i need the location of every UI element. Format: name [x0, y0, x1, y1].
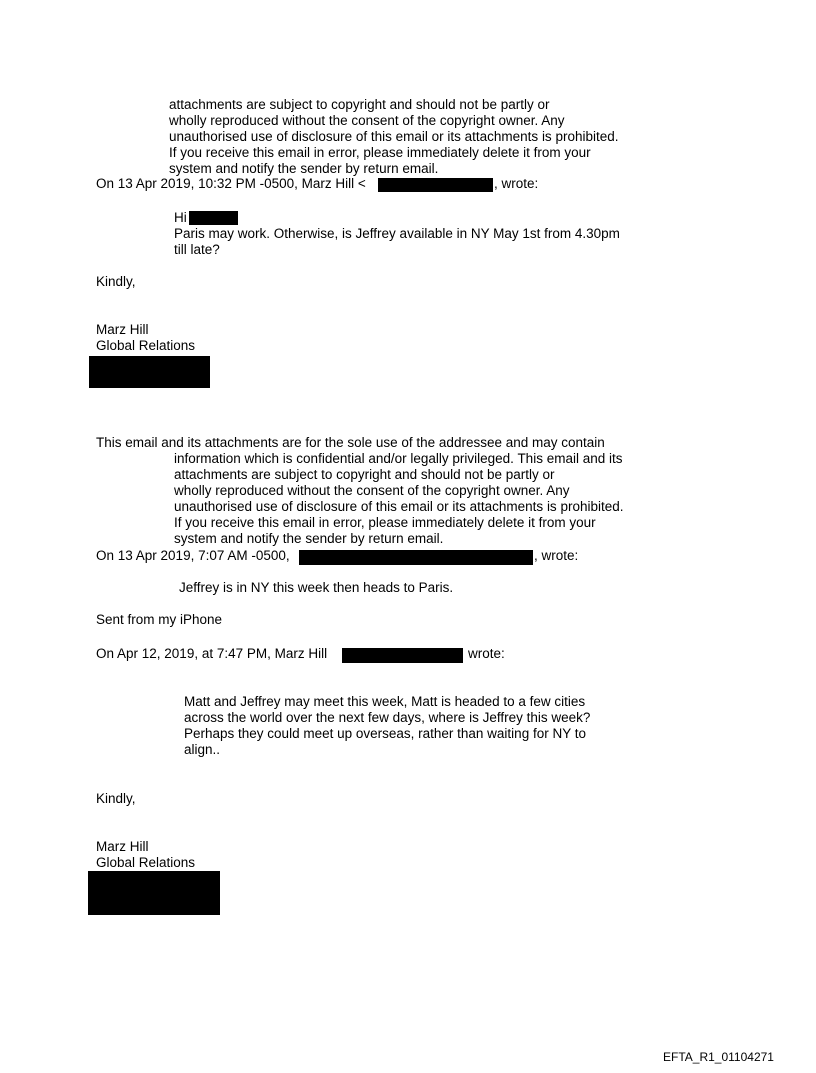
redaction-signature: [88, 871, 220, 915]
msg3-header-prefix: On Apr 12, 2019, at 7:47 PM, Marz Hill: [96, 646, 328, 661]
msg3-body-line-3: Perhaps they could meet up overseas, rather than waiting for NY to: [184, 726, 586, 741]
disclaimer-full-line-1: This email and its attachments are for the sole use of the addressee and may contain: [96, 435, 605, 450]
disclaimer-line-4: If you receive this email in error, please immediately delete it from your: [169, 145, 591, 160]
redaction-email: [378, 178, 493, 192]
msg1-signoff: Kindly,: [96, 274, 136, 289]
msg2-sent-from: Sent from my iPhone: [96, 612, 223, 627]
msg3-sig-title: Global Relations: [96, 855, 196, 870]
msg3-header-suffix: wrote:: [468, 646, 505, 661]
msg3-sig-name: Marz Hill: [96, 839, 149, 854]
msg1-header-suffix: , wrote:: [494, 176, 539, 191]
disclaimer-full-line-5: unauthorised use of disclosure of this email or its attachments is prohibited.: [174, 499, 624, 514]
msg1-body-line-2: till late?: [174, 242, 220, 257]
disclaimer-full-line-4: wholly reproduced without the consent of the copyright owner. Any: [174, 483, 570, 498]
disclaimer-line-2: wholly reproduced without the consent of the copyright owner. Any: [169, 113, 565, 128]
disclaimer-full-line-3: attachments are subject to copyright and should not be partly or: [174, 467, 555, 482]
redaction-signature: [89, 356, 210, 388]
msg3-signoff: Kindly,: [96, 791, 136, 806]
disclaimer-line-1: attachments are subject to copyright and should not be partly or: [169, 97, 550, 112]
msg2-header-suffix: , wrote:: [534, 548, 579, 563]
msg1-body-line-1: Paris may work. Otherwise, is Jeffrey available in NY May 1st from 4.30pm: [174, 226, 620, 241]
msg1-greeting: Hi: [174, 210, 187, 225]
disclaimer-full-line-6: If you receive this email in error, please immediately delete it from your: [174, 515, 596, 530]
msg1-header-prefix: On 13 Apr 2019, 10:32 PM -0500, Marz Hill <: [96, 176, 366, 191]
msg3-body-line-4: align..: [184, 742, 221, 757]
document-id: EFTA_R1_01104271: [663, 1050, 774, 1064]
msg1-sig-name: Marz Hill: [96, 322, 149, 337]
redaction-sender: [299, 550, 533, 565]
msg2-body: Jeffrey is in NY this week then heads to Paris.: [179, 580, 454, 595]
msg3-body-line-2: across the world over the next few days, where is Jeffrey this week?: [184, 710, 591, 725]
disclaimer-full-line-2: information which is confidential and/or legally privileged. This email and its: [174, 451, 623, 466]
redaction-name: [189, 211, 238, 225]
disclaimer-line-3: unauthorised use of disclosure of this email or its attachments is prohibited.: [169, 129, 619, 144]
disclaimer-line-5: system and notify the sender by return email.: [169, 161, 439, 176]
redaction-email: [342, 648, 463, 663]
msg3-body-line-1: Matt and Jeffrey may meet this week, Matt is headed to a few cities: [184, 694, 586, 709]
msg2-header-prefix: On 13 Apr 2019, 7:07 AM -0500,: [96, 548, 290, 563]
disclaimer-full-line-7: system and notify the sender by return email.: [174, 531, 444, 546]
msg1-sig-title: Global Relations: [96, 338, 196, 353]
